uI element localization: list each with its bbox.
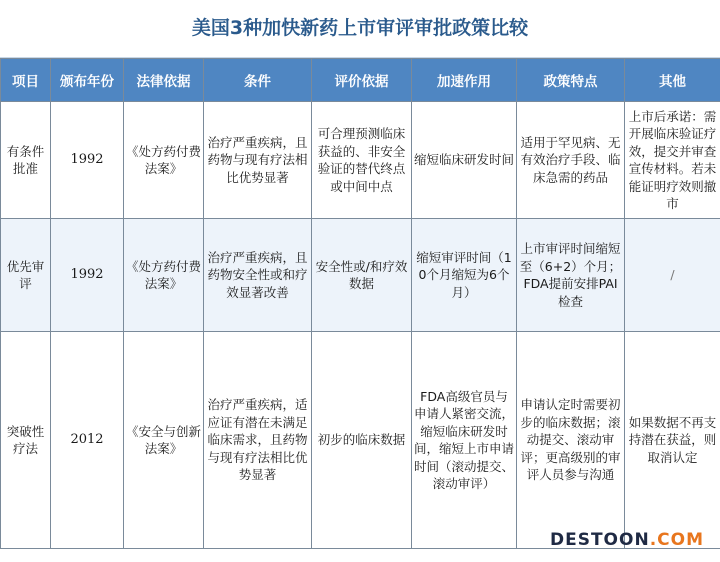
header-row [1,59,720,102]
cell-law: 《处方药付费法案》 [124,102,204,219]
cell-other: / [625,219,720,332]
cell-basis: 可合理预测临床获益的、非安全验证的替代终点或中间中点 [312,102,412,219]
cell-feature: 适用于罕见病、无有效治疗手段、临床急需的药品 [517,102,625,219]
cell-year: 2012 [51,332,124,549]
cell-effect: FDA高级官员与申请人紧密交流，缩短临床研发时间，缩短上市申请时间（滚动提交、滚动审评） [412,332,517,549]
cell-item: 有条件批准 [1,102,51,219]
table-row-breakthrough-therapy [1,332,720,549]
cell-effect: 缩短审评时间（10个月缩短为6个月） [412,219,517,332]
cell-condition: 治疗严重疾病，且药物安全性或和疗效显著改善 [204,219,312,332]
header-effect: 加速作用 [412,59,517,102]
cell-basis: 安全性或/和疗效数据 [312,219,412,332]
table-row-conditional-approval [1,102,720,219]
header-condition: 条件 [204,59,312,102]
cell-other: 上市后承诺：需开展临床验证疗效，提交并审查宣传材料。若未能证明疗效则撤市 [625,102,720,219]
policy-comparison-table [0,58,720,549]
cell-item: 优先审评 [1,219,51,332]
cell-basis: 初步的临床数据 [312,332,412,549]
header-other: 其他 [625,59,720,102]
cell-law: 《安全与创新法案》 [124,332,204,549]
header-item: 项目 [1,59,51,102]
cell-feature: 上市审评时间缩短至（6+2）个月；FDA提前安排PAI检查 [517,219,625,332]
cell-year: 1992 [51,102,124,219]
cell-condition: 治疗严重疾病，且药物与现有疗法相比优势显著 [204,102,312,219]
cell-other: 如果数据不再支持潜在获益，则取消认定 [625,332,720,549]
header-year: 颁布年份 [51,59,124,102]
watermark-accent: .COM [649,530,704,550]
table-title: 美国3种加快新药上市审评审批政策比较 [0,0,720,58]
cell-condition: 治疗严重疾病，适应证有潜在未满足临床需求，且药物与现有疗法相比优势显著 [204,332,312,549]
cell-item: 突破性疗法 [1,332,51,549]
cell-year: 1992 [51,219,124,332]
site-watermark [550,530,704,550]
cell-feature: 申请认定时需要初步的临床数据；滚动提交、滚动审评；更高级别的审评人员参与沟通 [517,332,625,549]
table-row-priority-review [1,219,720,332]
watermark-main: DESTOON [549,530,650,550]
cell-law: 《处方药付费法案》 [124,219,204,332]
cell-effect: 缩短临床研发时间 [412,102,517,219]
header-law: 法律依据 [124,59,204,102]
header-basis: 评价依据 [312,59,412,102]
header-feature: 政策特点 [517,59,625,102]
